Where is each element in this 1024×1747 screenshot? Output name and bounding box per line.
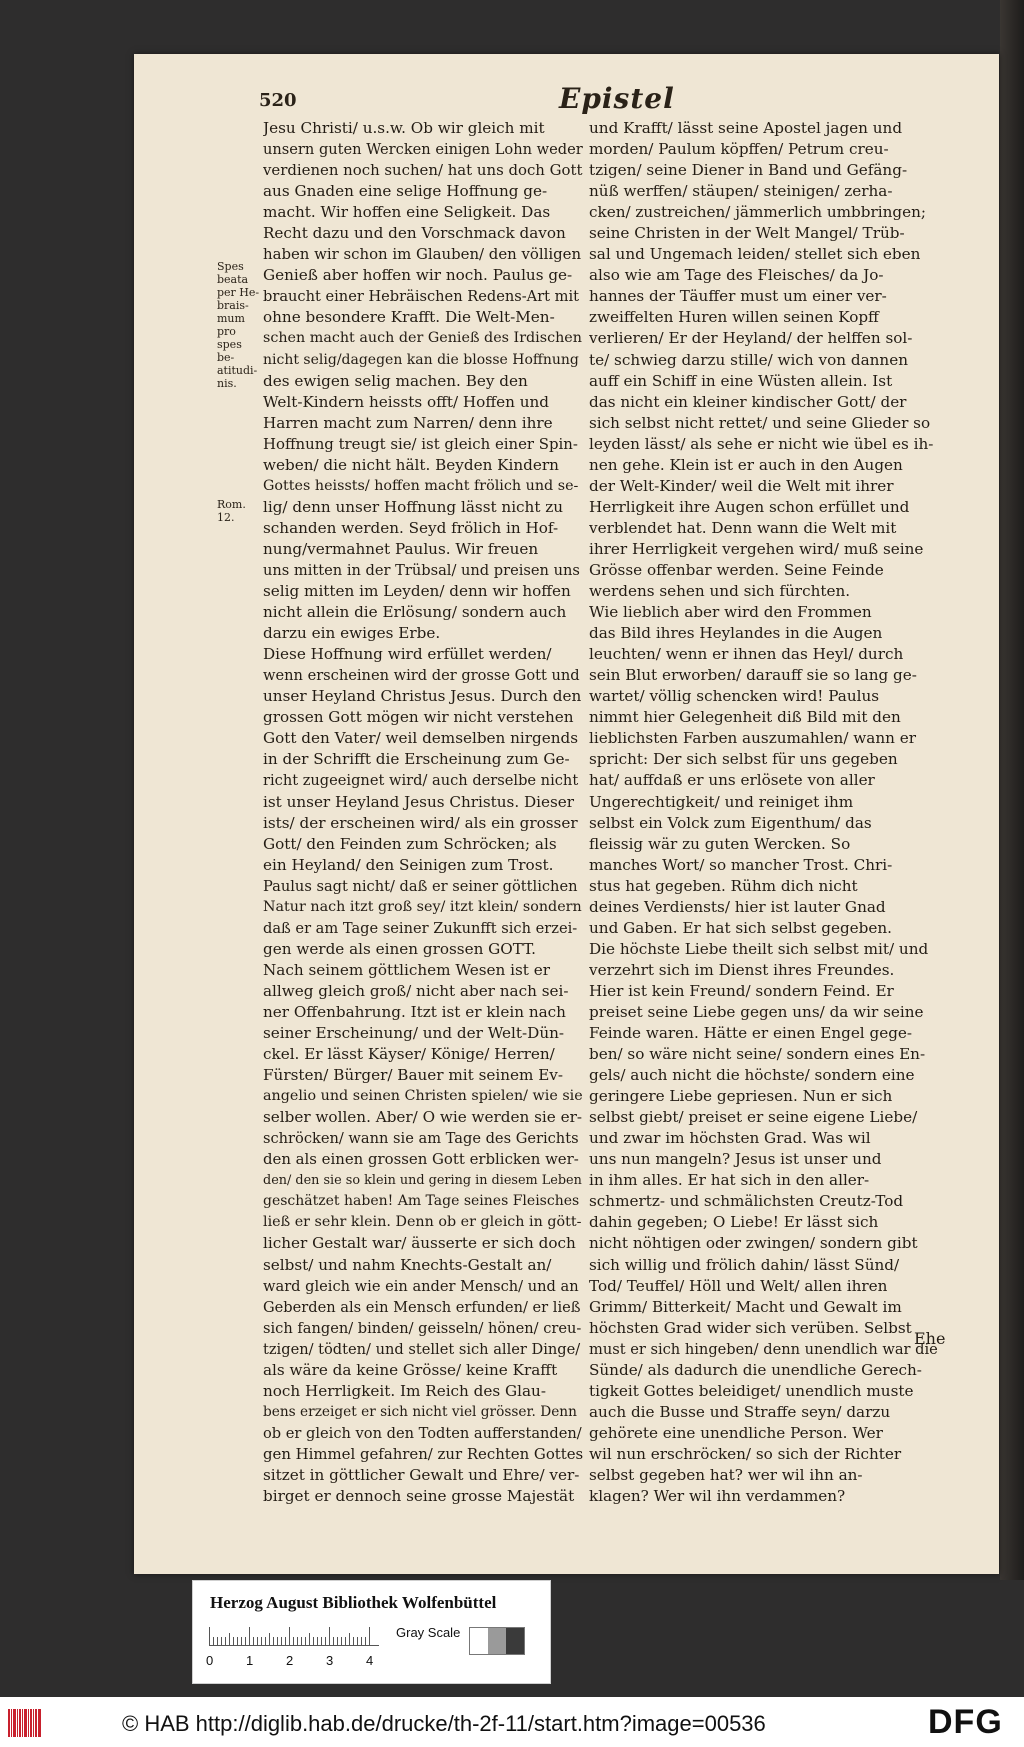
text-line: Feinde waren. Hätte er einen Engel gege- (589, 1024, 913, 1043)
text-line: Gott den Vater/ weil demselben nirgends (263, 729, 579, 748)
scale-tick (369, 1627, 370, 1645)
text-line: ward gleich wie ein ander Mensch/ und an (263, 1277, 579, 1295)
scale-number: 4 (366, 1653, 374, 1668)
scale-tick (213, 1637, 214, 1645)
text-line: geschätzet haben! Am Tage seines Fleisches (263, 1193, 580, 1210)
page-number: 520 (259, 90, 297, 111)
text-line: unsern guten Wercken einigen Lohn weder (263, 141, 583, 159)
text-line: schröcken/ wann sie am Tage des Gerichts (263, 1130, 579, 1148)
text-line: den/ den sie so klein und gering in diesem Leben (263, 1173, 582, 1189)
text-line: nicht allein die Erlösung/ sondern auch (263, 603, 567, 622)
scale-tick (321, 1637, 322, 1645)
scale-tick (285, 1637, 286, 1645)
running-title: Epistel (559, 82, 675, 115)
text-line: deines Verdiensts/ hier ist lauter Gnad (589, 897, 886, 916)
scale-tick (225, 1637, 226, 1645)
text-line: ist unser Heyland Jesus Christus. Dieser (263, 792, 575, 811)
text-line: des ewigen selig machen. Bey den (263, 371, 528, 390)
text-line: hat/ auffdaß er uns erlösete von aller (589, 771, 875, 790)
scale-tick (365, 1637, 366, 1645)
text-line: cken/ zustreichen/ jämmerlich umbbringen; (589, 203, 926, 222)
text-line: uns nun mangeln? Jesus ist unser und (589, 1150, 882, 1169)
scale-tick (261, 1637, 262, 1645)
text-line: verdienen noch suchen/ hat uns doch Gott (263, 161, 583, 180)
text-line: nicht selig/dagegen kan die blosse Hoffnung (263, 351, 579, 368)
text-line: Grimm/ Bitterkeit/ Macht und Gewalt im (589, 1297, 902, 1316)
scale-tick (309, 1633, 310, 1645)
text-line: ob er gleich von den Todten aufferstanden/ (263, 1424, 582, 1442)
text-line: Herrligkeit ihre Augen schon erfüllet und (589, 497, 910, 516)
text-line: preiset seine Liebe gegen uns/ da wir seine (589, 1002, 924, 1021)
page-header (259, 82, 959, 122)
adjacent-page-edge (1000, 0, 1024, 1580)
text-line: Fürsten/ Bürger/ Bauer mit seinem Ev- (263, 1066, 564, 1085)
text-line: schen macht auch der Genieß des Irdischen (263, 330, 582, 347)
scale-tick (233, 1637, 234, 1645)
text-line: richt zugeeignet wird/ auch derselbe nicht (263, 772, 579, 790)
scale-tick (357, 1637, 358, 1645)
text-line: daß er am Tage seiner Zukunfft sich erzei- (263, 919, 578, 937)
scale-number: 0 (206, 1653, 214, 1668)
text-line: gen Himmel gefahren/ zur Rechten Gottes (263, 1444, 583, 1463)
text-line: haben wir schon im Glauben/ den völligen (263, 245, 582, 264)
margin-note-rom: Rom. 12. (217, 498, 246, 524)
text-line: te/ schwieg darzu stille/ wich von dannen (589, 350, 908, 369)
text-line: sein Blut erworben/ darauff sie so lang ge- (589, 666, 917, 685)
gray-scale-bar (469, 1627, 525, 1655)
text-line: Ungerechtigkeit/ und reiniget ihm (589, 792, 854, 811)
scale-tick (341, 1637, 342, 1645)
text-line: den als einen grossen Gott erblicken wer- (263, 1150, 579, 1169)
centimeter-scale (209, 1623, 379, 1646)
dfg-logo: DFG (928, 1703, 1003, 1741)
scanned-page (134, 54, 999, 1574)
text-line: leuchten/ wenn er ihnen das Heyl/ durch (589, 645, 904, 664)
scale-tick (301, 1637, 302, 1645)
text-line: ein Heyland/ den Seinigen zum Trost. (263, 855, 554, 874)
text-line: gehörete eine unendliche Person. Wer (589, 1423, 883, 1442)
copyright-link[interactable]: © HAB http://diglib.hab.de/drucke/th-2f-11/start.htm?image=00536 (122, 1711, 766, 1736)
text-line: geringere Liebe gepriesen. Nun er sich (589, 1087, 893, 1106)
text-line: selbst giebt/ preiset er seine eigene Liebe/ (589, 1108, 918, 1127)
text-line: leyden lässt/ als sehe er nicht wie übel es ih- (589, 434, 934, 453)
text-line: bens erzeiget er sich nicht viel grösser. Denn (263, 1403, 577, 1420)
text-line: tigkeit Gottes beleidiget/ unendlich muste (589, 1381, 914, 1400)
library-color-card (192, 1580, 551, 1684)
text-line: auff ein Schiff in eine Wüsten allein. Ist (589, 371, 893, 390)
text-line: nen gehe. Klein ist er auch in den Augen (589, 455, 903, 474)
text-line: wil nun erschröcken/ so sich der Richter (589, 1444, 902, 1463)
text-column-right (589, 118, 941, 1507)
scale-tick (277, 1637, 278, 1645)
scale-tick (269, 1633, 270, 1645)
text-line: Paulus sagt nicht/ daß er seiner göttlichen (263, 877, 578, 895)
text-line: Die höchste Liebe theilt sich selbst mit/ und (589, 939, 929, 958)
scale-tick (237, 1637, 238, 1645)
text-line: braucht einer Hebräischen Redens-Art mit (263, 288, 580, 306)
scale-tick (245, 1637, 246, 1645)
text-line: allweg gleich groß/ nicht aber nach sei- (263, 981, 569, 1000)
text-line: wartet/ völlig schencken wird! Paulus (589, 687, 880, 706)
scale-tick (249, 1627, 250, 1645)
text-line: Jesu Christi/ u.s.w. Ob wir gleich mit (263, 119, 545, 137)
text-line: ner Offenbahrung. Itzt ist er klein nach (263, 1002, 566, 1021)
scale-tick (333, 1637, 334, 1645)
scale-tick (297, 1637, 298, 1645)
text-line: tzigen/ tödten/ und stellet sich aller Dinge/ (263, 1340, 581, 1358)
text-line: gels/ auch nicht die höchste/ sondern eine (589, 1066, 915, 1085)
text-line: licher Gestalt war/ äusserte er sich doch (263, 1234, 576, 1253)
text-line: selbst/ und nahm Knechts-Gestalt an/ (263, 1255, 552, 1274)
text-line: selbst gegeben hat? wer wil ihn an- (589, 1466, 863, 1484)
text-line: sitzet in göttlicher Gewalt und Ehre/ ver- (263, 1466, 580, 1484)
text-line: dahin gegeben; O Liebe! Er lässt sich (589, 1213, 879, 1232)
text-line: der Welt-Kinder/ weil die Welt mit ihrer (589, 476, 894, 495)
text-line: und Krafft/ lässt seine Apostel jagen und (589, 119, 903, 137)
text-line: Hoffnung treugt sie/ ist gleich einer Spin- (263, 434, 578, 453)
scale-tick (257, 1637, 258, 1645)
scale-tick (305, 1637, 306, 1645)
text-line: werdens sehen und sich fürchten. (589, 582, 851, 601)
scale-tick (289, 1627, 290, 1645)
catchword: Ehe (914, 1329, 946, 1348)
text-line: uns mitten in der Trübsal/ und preisen uns (263, 561, 580, 579)
text-line: selber wollen. Aber/ O wie werden sie er- (263, 1108, 582, 1127)
scale-tick (337, 1637, 338, 1645)
text-line: grossen Gott mögen wir nicht verstehen (263, 708, 574, 727)
text-line: sich fangen/ binden/ geisseln/ hönen/ creu- (263, 1319, 582, 1337)
text-line: und zwar im höchsten Grad. Was wil (589, 1129, 871, 1148)
text-line: verblendet hat. Denn wann die Welt mit (589, 518, 897, 537)
text-line: Wie lieblich aber wird den Frommen (589, 603, 872, 622)
text-line: ckel. Er lässt Käyser/ Könige/ Herren/ (263, 1045, 555, 1064)
hab-logo-icon (8, 1709, 46, 1737)
text-line: sich selbst nicht rettet/ und seine Glieder so (589, 413, 931, 432)
text-line: lieblichsten Farben auszumahlen/ wann er (589, 729, 916, 748)
text-line: morden/ Paulum köpffen/ Petrum creu- (589, 140, 889, 159)
text-line: hannes der Täuffer must um einer ver- (589, 287, 887, 306)
text-line: Geberden als ein Mensch erfunden/ er ließ (263, 1298, 581, 1316)
text-line: nüß werffen/ stäupen/ steinigen/ zerha- (589, 182, 893, 201)
text-line: Genieß aber hoffen wir noch. Paulus ge- (263, 266, 573, 285)
text-line: in der Schrifft die Erscheinung zum Ge- (263, 750, 570, 769)
scale-tick (325, 1637, 326, 1645)
text-line: selig mitten im Leyden/ denn wir hoffen (263, 582, 571, 601)
text-line: Diese Hoffnung wird erfüllet werden/ (263, 645, 552, 664)
text-line: ließ er sehr klein. Denn ob er gleich in gött- (263, 1214, 582, 1231)
text-line: Natur nach itzt groß sey/ itzt klein/ sondern (263, 898, 582, 915)
text-line: in ihm alles. Er hat sich in den aller- (589, 1171, 870, 1190)
text-line: verzehrt sich im Dienst ihres Freundes. (589, 960, 895, 979)
text-line: Harren macht zum Narren/ denn ihre (263, 413, 553, 432)
text-column-left (263, 118, 583, 1507)
scale-tick (209, 1627, 210, 1645)
scale-tick (313, 1637, 314, 1645)
scale-tick (273, 1637, 274, 1645)
text-line: Hier ist kein Freund/ sondern Feind. Er (589, 981, 894, 1000)
text-line: Grösse offenbar werden. Seine Feinde (589, 560, 884, 579)
text-line: schmertz- und schmälichsten Creutz-Tod (589, 1192, 904, 1211)
scale-tick (345, 1637, 346, 1645)
text-line: auch die Busse und Straffe seyn/ darzu (589, 1402, 891, 1421)
text-line: das nicht ein kleiner kindischer Gott/ der (589, 392, 907, 411)
scale-tick (253, 1637, 254, 1645)
scale-tick (317, 1637, 318, 1645)
scale-tick (329, 1627, 330, 1645)
text-line: Gottes heissts/ hoffen macht frölich und se- (263, 477, 579, 494)
text-line: nung/vermahnet Paulus. Wir freuen (263, 539, 539, 558)
text-line: als wäre da keine Grösse/ keine Krafft (263, 1360, 558, 1379)
scale-number: 1 (246, 1653, 254, 1668)
text-line: höchsten Grad wider sich verüben. Selbst (589, 1318, 912, 1337)
text-line: Gott/ den Feinden zum Schröcken; als (263, 834, 557, 853)
text-line: ben/ so wäre nicht seine/ sondern eines En- (589, 1045, 926, 1064)
scale-tick (265, 1637, 266, 1645)
scale-tick (281, 1637, 282, 1645)
text-line: aus Gnaden eine selige Hoffnung ge- (263, 182, 548, 201)
text-line: lig/ denn unser Hoffnung lässt nicht zu (263, 497, 564, 516)
text-line: spricht: Der sich selbst für uns gegeben (589, 750, 898, 769)
text-line: nicht nöhtigen oder zwingen/ sondern gibt (589, 1234, 918, 1253)
margin-note-spes: Spes beata per He- brais- mum pro spes be- atitudi- nis. (217, 260, 260, 390)
scale-number: 3 (326, 1653, 334, 1668)
text-line: noch Herrligkeit. Im Reich des Glau- (263, 1381, 546, 1400)
scale-tick (217, 1637, 218, 1645)
text-line: schanden werden. Seyd frölich in Hof- (263, 518, 559, 537)
scale-number: 2 (286, 1653, 294, 1668)
text-line: manches Wort/ so mancher Trost. Chri- (589, 855, 893, 874)
text-line: das Bild ihres Heylandes in die Augen (589, 624, 883, 643)
text-line: birget er dennoch seine grosse Majestät (263, 1487, 575, 1506)
text-line: unser Heyland Christus Jesus. Durch den (263, 687, 582, 706)
text-line: also wie am Tage des Fleisches/ da Jo- (589, 266, 884, 285)
scale-tick (229, 1633, 230, 1645)
scale-tick (293, 1637, 294, 1645)
text-line: must er sich hingeben/ denn unendlich war die (589, 1340, 938, 1358)
text-line: angelio und seinen Christen spielen/ wie sie (263, 1088, 583, 1105)
text-line: klagen? Wer wil ihn verdammen? (589, 1487, 846, 1506)
text-line: darzu ein ewiges Erbe. (263, 624, 441, 643)
text-line: selbst ein Volck zum Eigenthum/ das (589, 813, 872, 832)
text-line: sal und Ungemach leiden/ stellet sich eben (589, 245, 921, 264)
text-line: seine Christen in der Welt Mangel/ Trüb- (589, 224, 905, 243)
footer-bar (0, 1697, 1024, 1747)
text-line: Recht dazu und den Vorschmack davon (263, 224, 566, 243)
text-line: sich willig und frölich dahin/ lässt Sünd/ (589, 1255, 900, 1274)
text-line: Tod/ Teuffel/ Höll und Welt/ allen ihren (589, 1276, 888, 1295)
text-line: verlieren/ Er der Heyland/ der helffen sol- (589, 329, 913, 348)
text-line: tzigen/ seine Diener in Band und Gefäng- (589, 161, 908, 180)
text-line: wenn erscheinen wird der grosse Gott und (263, 667, 580, 685)
text-line: fleissig wär zu guten Wercken. So (589, 834, 851, 853)
text-line: stus hat gegeben. Rühm dich nicht (589, 876, 858, 895)
scale-tick (221, 1637, 222, 1645)
text-line: Welt-Kindern heissts offt/ Hoffen und (263, 392, 549, 411)
text-line: Nach seinem göttlichem Wesen ist er (263, 960, 550, 979)
text-line: weben/ die nicht hält. Beyden Kindern (263, 455, 559, 474)
text-line: Sünde/ als dadurch die unendliche Gerech- (589, 1360, 922, 1379)
text-line: ohne besondere Krafft. Die Welt-Men- (263, 308, 555, 327)
text-line: ists/ der erscheinen wird/ als ein grosser (263, 813, 578, 832)
text-line: seiner Erscheinung/ und der Welt-Dün- (263, 1024, 565, 1043)
scale-tick (349, 1633, 350, 1645)
library-name: Herzog August Bibliothek Wolfenbüttel (210, 1593, 497, 1612)
text-line: macht. Wir hoffen eine Seligkeit. Das (263, 203, 551, 222)
text-line: zweiffelten Huren willen seinen Kopff (589, 308, 879, 327)
text-line: nimmt hier Gelegenheit diß Bild mit den (589, 708, 901, 727)
scale-tick (353, 1637, 354, 1645)
text-line: und Gaben. Er hat sich selbst gegeben. (589, 918, 892, 937)
scale-tick (241, 1637, 242, 1645)
text-line: gen werde als einen grossen GOTT. (263, 939, 536, 958)
scale-tick (361, 1637, 362, 1645)
gray-scale-label: Gray Scale (396, 1625, 461, 1640)
text-line: ihrer Herrligkeit vergehen wird/ muß seine (589, 539, 924, 558)
